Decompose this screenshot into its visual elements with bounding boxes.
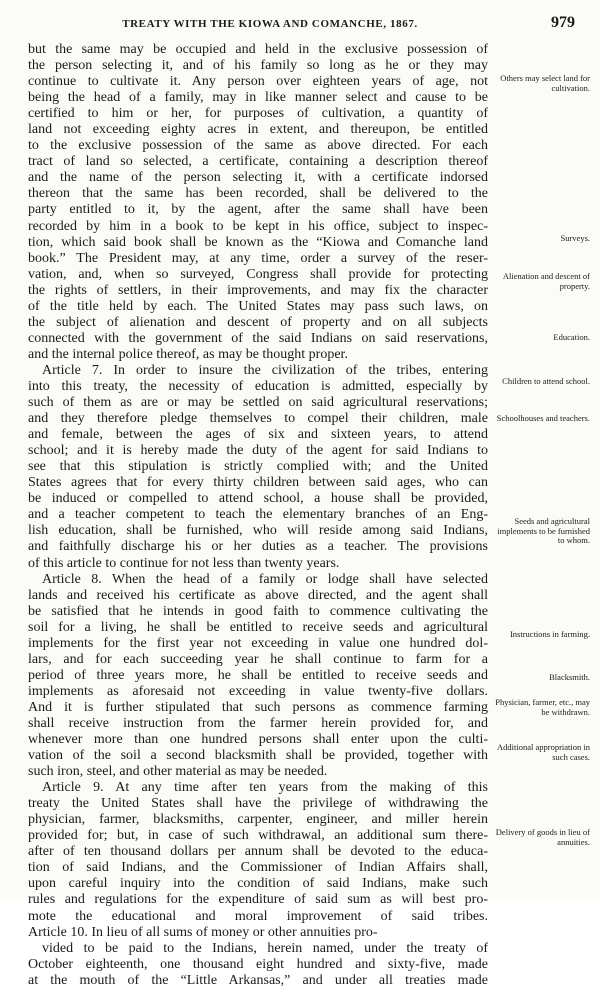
text-line: tion, which said book shall be known as the “Kiowa and Comanche land bbox=[28, 234, 488, 250]
text-line: tion of said Indians, and the Commissioner of Indian Affairs shall, bbox=[28, 860, 488, 876]
text-line: mote the educational and moral improvement of said tribes. bbox=[28, 908, 488, 924]
text-line: vation, and, when so surveyed, Congress shall provide for protecting bbox=[28, 266, 488, 282]
text-line: soil for a living, he shall be entitled to receive seeds and agricultural bbox=[28, 619, 488, 635]
sidenote: Instructions in farming. bbox=[509, 629, 590, 639]
text-line: shall receive instruction from the farmer herein provided for, and bbox=[28, 715, 488, 731]
text-line: such of them as are or may be settled on said agricultural reservations; bbox=[28, 395, 488, 411]
text-line: recorded by him in a book to be kept in his office, subject to inspec- bbox=[28, 218, 488, 234]
text-line: treaty the United States shall have the privilege of withdrawing the bbox=[28, 796, 488, 812]
text-line: but the same may be occupied and held in the exclusive possession of bbox=[28, 42, 488, 57]
text-line: the person selecting it, and of his family so long as he or they may bbox=[28, 58, 488, 74]
text-line: continue to cultivate it. Any person over eighteen years of age, not bbox=[28, 74, 488, 90]
text-line: certified to him or her, for purposes of cultivation, a quantity of bbox=[28, 106, 488, 122]
text-line: physician, farmer, blacksmiths, carpenter, engineer, and miller herein bbox=[28, 812, 488, 828]
text-line: period of three years more, he shall be entitled to receive seeds and bbox=[28, 667, 488, 683]
sidenote: Children to attend school. bbox=[502, 376, 590, 386]
sidenote: Surveys. bbox=[560, 233, 590, 243]
text-line: to the exclusive possession of the same as above directed. For each bbox=[28, 138, 488, 154]
text-line: lish education, shall be furnished, who will reside among said Indians, bbox=[28, 523, 488, 539]
text-line: of this article to continue for not less than twenty years. bbox=[28, 555, 340, 571]
text-line: be satisfied that he intends in good faith to commence cultivating the bbox=[28, 603, 488, 619]
sidenote: Additional appropriation in such cases. bbox=[496, 742, 590, 762]
text-line: into this treaty, the necessity of education is admitted, especially by bbox=[28, 378, 488, 394]
text-line: such iron, steel, and other material as may be needed. bbox=[28, 764, 328, 780]
sidenote: Schoolhouses and teachers. bbox=[496, 413, 590, 423]
text-line: vation of the soil a second blacksmith shall be provided, together with bbox=[28, 748, 488, 764]
text-line: book.” The President may, at any time, order a survey of the reser- bbox=[28, 250, 488, 266]
sidenote: Blacksmith. bbox=[549, 672, 590, 682]
text-line: rules and regulations for the expenditure of said sum as will best pro- bbox=[28, 892, 488, 908]
sidenote: Education. bbox=[553, 332, 590, 342]
page-number: 979 bbox=[551, 14, 575, 31]
text-line: Article 8. When the head of a family or lodge shall have selected bbox=[42, 571, 488, 587]
text-line: Article 9. At any time after ten years from the making of this bbox=[42, 780, 488, 796]
text-line: of the title held by each. The United States may pass such laws, on bbox=[28, 298, 488, 314]
text-line: lands and received his certificate as above directed, and the agent shall bbox=[28, 587, 488, 603]
sidenote: Physician, farmer, etc., may be withdrawn. bbox=[495, 697, 590, 717]
text-line: October eighteenth, one thousand eight hundred and sixty-five, made bbox=[28, 956, 488, 972]
text-line: States agrees that for every thirty children between said ages, who can bbox=[28, 475, 488, 491]
sidenote: Delivery of goods in lieu of annuities. bbox=[495, 827, 590, 847]
text-line: and a teacher competent to teach the elementary branches of an Eng- bbox=[28, 507, 488, 523]
text-line: upon careful inquiry into the condition of said Indians, make such bbox=[28, 876, 488, 892]
text-line: be induced or compelled to attend school, a house shall be provided, bbox=[28, 491, 488, 507]
text-line: and they therefore pledge themselves to compel their children, male bbox=[28, 411, 488, 427]
text-line: Article 10. In lieu of all sums of money or other annuities pro- bbox=[28, 924, 378, 940]
running-header bbox=[30, 14, 585, 38]
text-line: see that this stipulation is strictly complied with; and the United bbox=[28, 459, 488, 475]
text-line: thereon that the same has been recorded, shall be delivered to the bbox=[28, 186, 488, 202]
text-line: after of ten thousand dollars per annum shall be devoted to the educa- bbox=[28, 844, 488, 860]
text-line: Article 7. In order to insure the civilization of the tribes, entering bbox=[42, 362, 488, 378]
header-title: TREATY WITH THE KIOWA AND COMANCHE, 1867. bbox=[122, 18, 418, 30]
text-line: implements as aforesaid not exceeding in value twenty-five dollars. bbox=[28, 683, 488, 699]
text-line: the rights of settlers, in their improvements, and may fix the character bbox=[28, 282, 488, 298]
text-line: and female, between the ages of six and sixteen years, to attend bbox=[28, 427, 488, 443]
text-line: provided for; but, in case of such withdrawal, an additional sum there- bbox=[28, 828, 488, 844]
text-line: and the name of the person selecting it, with a certificate indorsed bbox=[28, 170, 488, 186]
text-line: connected with the government of the said Indians on said reservations, bbox=[28, 330, 488, 346]
sidenote: Others may select land for cultivation. bbox=[500, 73, 590, 93]
text-line: vided to be paid to the Indians, herein named, under the treaty of bbox=[42, 940, 488, 956]
text-line: And it is further stipulated that such persons as commence farming bbox=[28, 699, 488, 715]
sidenote: Alienation and descent of property. bbox=[502, 271, 590, 291]
text-line: and faithfully discharge his or her duties as a teacher. The provisions bbox=[28, 539, 488, 555]
text-line: and the internal police thereof, as may be thought proper. bbox=[28, 346, 348, 362]
text-line: tract of land so selected, a certificate, containing a description thereof bbox=[28, 154, 488, 170]
text-line: school; and it is hereby made the duty of the agent for said Indians to bbox=[28, 443, 488, 459]
treaty-body-text bbox=[28, 42, 488, 989]
sidenote: Seeds and agricultural implements to be furnished to whom. bbox=[497, 516, 590, 545]
text-line: at the mouth of the “Little Arkansas,” and under all treaties made bbox=[28, 972, 488, 988]
text-line: whenever more than one hundred persons shall enter upon the culti- bbox=[28, 732, 488, 748]
text-line: being the head of a family, may in like manner select and cause to be bbox=[28, 90, 488, 106]
text-line: implements for the first year not exceeding in value one hundred dol- bbox=[28, 635, 488, 651]
text-line: party entitled to it, by the agent, after the same shall have been bbox=[28, 202, 488, 218]
text-line: land not exceeding eighty acres in extent, and thereupon, be entitled bbox=[28, 122, 488, 138]
text-line: lars, and for each succeeding year he shall continue to farm for a bbox=[28, 651, 488, 667]
text-line: the subject of alienation and descent of property and on all subjects bbox=[28, 314, 488, 330]
